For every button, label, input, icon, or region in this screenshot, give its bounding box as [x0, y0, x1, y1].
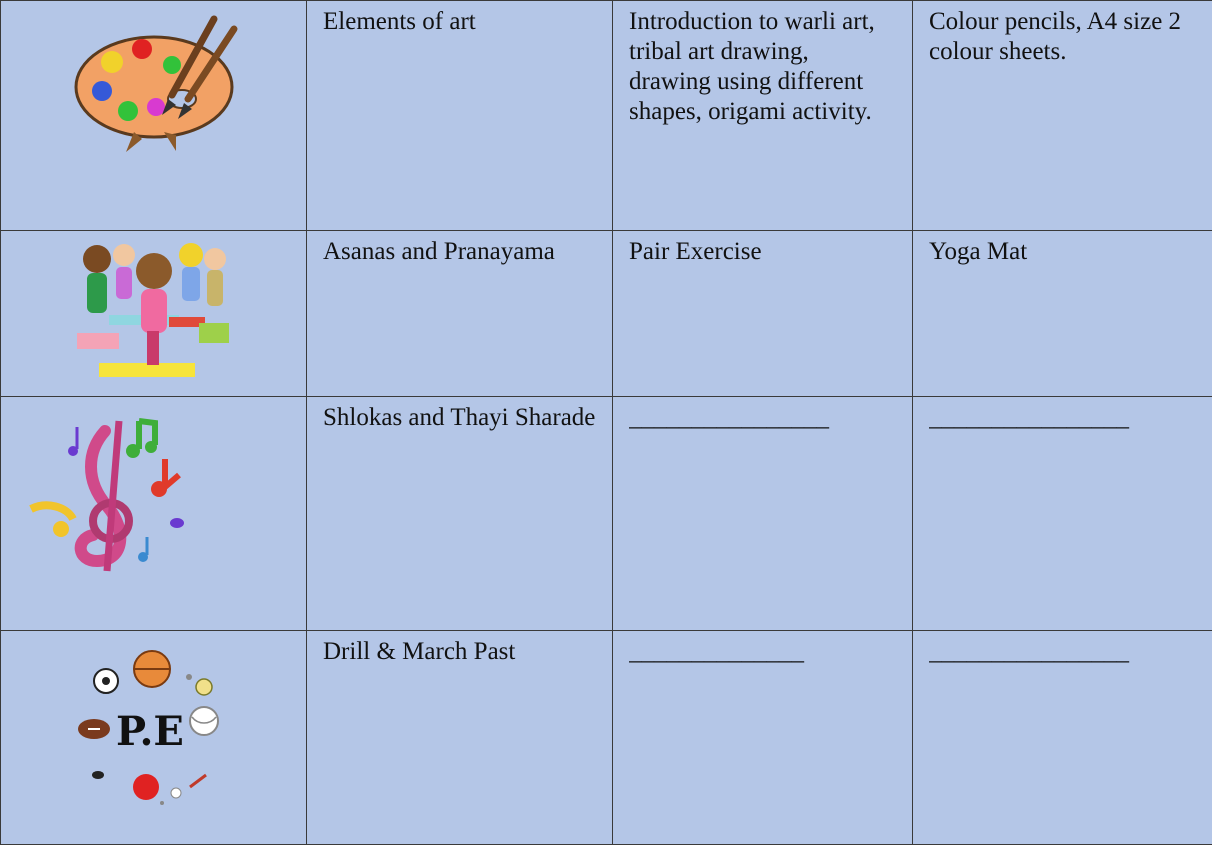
- materials-cell: Colour pencils, A4 size 2 colour sheets.: [913, 1, 1212, 231]
- yoga-kids-icon: [69, 237, 239, 387]
- icon-cell: [1, 1, 307, 231]
- blank-line: ________________: [629, 403, 896, 433]
- description-cell: Introduction to warli art, tribal art drawing, drawing using different shapes, origami activity.: [613, 1, 913, 231]
- description-cell: [613, 397, 913, 631]
- table-row: [1, 231, 1212, 397]
- materials-cell: [913, 397, 1212, 631]
- blank-line: ________________: [929, 637, 1196, 667]
- paint-palette-icon: [64, 7, 244, 157]
- blank-line: ________________: [929, 403, 1196, 433]
- materials-cell: Yoga Mat: [913, 231, 1212, 397]
- icon-cell: [1, 631, 307, 845]
- activity-cell: Drill & March Past: [307, 631, 613, 845]
- activity-cell: Asanas and Pranayama: [307, 231, 613, 397]
- sports-balls-icon: [64, 637, 244, 817]
- description-cell: Pair Exercise: [613, 231, 913, 397]
- blank-line: ______________: [629, 637, 896, 667]
- activity-cell: Elements of art: [307, 1, 613, 231]
- materials-cell: [913, 631, 1212, 845]
- icon-cell: [1, 231, 307, 397]
- icon-cell: [1, 397, 307, 631]
- table-row: [1, 631, 1212, 845]
- music-notes-icon: [27, 411, 207, 581]
- activity-cell: Shlokas and Thayi Sharade: [307, 397, 613, 631]
- table-row: [1, 397, 1212, 631]
- pe-logo-text: P.E: [116, 708, 184, 755]
- description-cell: [613, 631, 913, 845]
- table-row: [1, 1, 1212, 231]
